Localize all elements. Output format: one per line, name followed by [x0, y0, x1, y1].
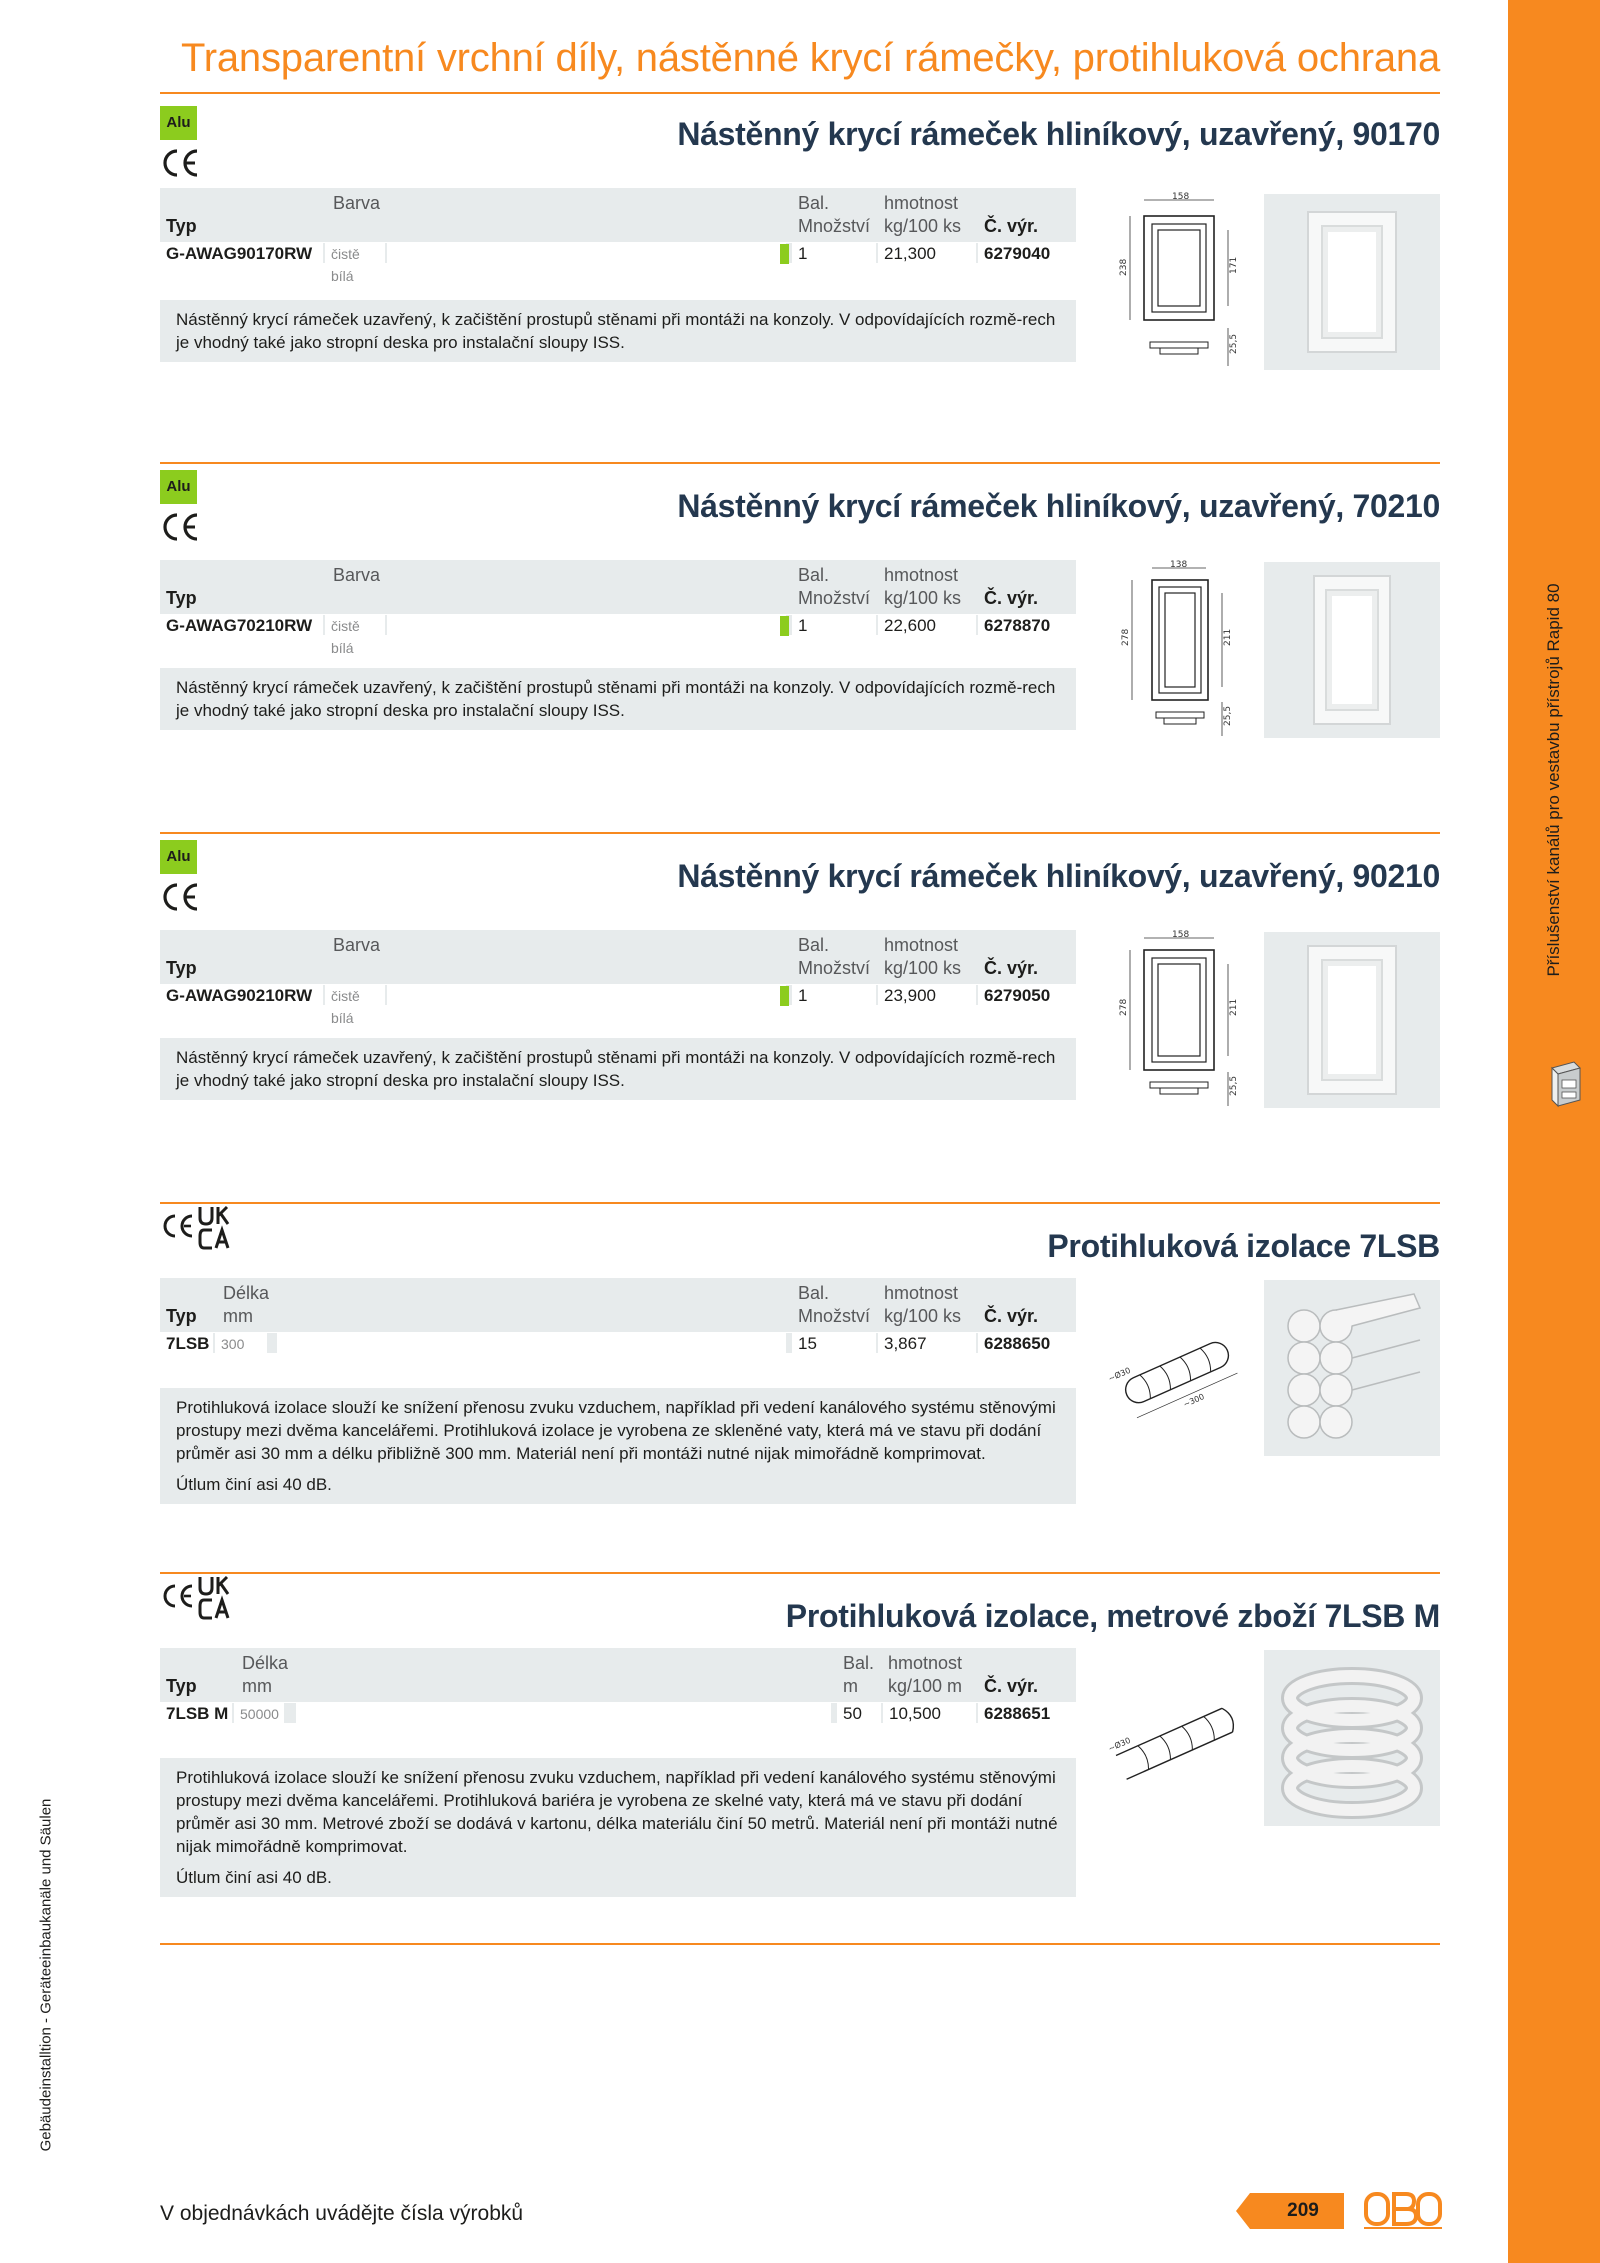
description-text: Nástěnný krycí rámeček uzavřený, k začištění prostupů stěnami při montáži na konzoly. V odpovídajících rozmě-rech je vhodný také jako stropní deska pro instalační sloupy ISS.	[176, 1048, 1056, 1090]
header-length-1: Délka	[223, 1283, 270, 1303]
dim-height: 278	[1121, 628, 1131, 646]
header-color: Barva	[333, 565, 381, 585]
product-title: Nástěnný krycí rámeček hliníkový, uzavřený, 70210	[677, 488, 1440, 524]
ce-ukca-mark-icon	[160, 1574, 242, 1620]
header-bal-1: Bal.	[798, 565, 830, 585]
header-article: Č. výr.	[984, 588, 1039, 608]
header-weight-2: kg/100 ks	[884, 588, 962, 608]
header-weight-2: kg/100 ks	[884, 1306, 962, 1326]
color-swatch	[780, 616, 789, 636]
cell-type: G-AWAG70210RW	[160, 615, 323, 637]
product-title: Protihluková izolace 7LSB	[1047, 1228, 1440, 1264]
dim-width: 138	[1170, 560, 1188, 570]
cell-weight: 23,900	[878, 985, 976, 1007]
dim-height: 238	[1119, 258, 1129, 276]
product-description	[160, 668, 1076, 730]
header-bal-1: Bal.	[798, 935, 830, 955]
dimension-drawing	[1110, 194, 1240, 370]
product-description	[160, 300, 1076, 362]
cell-bal: 1	[792, 243, 876, 265]
product-photo	[1264, 932, 1440, 1108]
header-weight-1: hmotnost	[884, 1283, 959, 1303]
bottom-divider	[160, 1943, 1440, 1945]
header-bal-1: Bal.	[798, 1283, 830, 1303]
section-divider	[160, 832, 1440, 834]
dimension-drawing	[1110, 932, 1240, 1108]
channel-product-icon	[1546, 1060, 1586, 1112]
product-photo	[1264, 1650, 1440, 1826]
description-text: Nástěnný krycí rámeček uzavřený, k začištění prostupů stěnami při montáži na konzoly. V odpovídajících rozmě-rech je vhodný také jako stropní deska pro instalační sloupy ISS.	[176, 678, 1056, 720]
header-weight-2: kg/100 ks	[884, 958, 962, 978]
dimension-drawing	[1107, 1280, 1240, 1456]
obo-logo	[1364, 2190, 1442, 2230]
footer-note: V objednávkách uvádějte čísla výrobků	[160, 2202, 524, 2225]
alu-badge: Alu	[160, 106, 197, 140]
table-row	[160, 1332, 1076, 1356]
dim-length: ~300	[1182, 1392, 1206, 1410]
ce-mark-icon	[160, 882, 200, 912]
header-type: Typ	[166, 958, 197, 978]
cell-spacer	[387, 243, 786, 265]
table-row	[160, 984, 1076, 1026]
header-weight-1: hmotnost	[884, 935, 959, 955]
header-bal-1: Bal.	[798, 193, 830, 213]
cell-spacer	[387, 985, 786, 1007]
cell-spacer	[277, 1333, 786, 1355]
description-text: Protihluková izolace slouží ke snížení přenosu zvuku vzduchem, například při vedení kanálového systému stěnovými prostupy mezi dvěma kancelářemi. Protihluková bariéra je vyrobena ze skelné vaty, která má ve stavu při dodání průměr asi 30 mm. Metrové zboží se dodává v kartonu, délka materiálu činí 50 metrů. Materiál není při montáži nutné nijak mimořádně komprimovat.	[176, 1768, 1058, 1856]
dim-inner: 211	[1229, 998, 1239, 1016]
header-type: Typ	[166, 1676, 197, 1696]
alu-badge: Alu	[160, 840, 197, 874]
header-color: Barva	[333, 193, 381, 213]
table-row	[160, 1702, 1076, 1726]
dim-height: 278	[1119, 998, 1129, 1016]
dim-diameter: ~Ø30	[1107, 1365, 1132, 1384]
cell-article: 6278870	[978, 615, 1076, 637]
cell-spacer	[387, 615, 786, 637]
cell-bal: 15	[792, 1333, 876, 1355]
table-row	[160, 614, 1076, 656]
attenuation-text: Útlum činí asi 40 dB.	[176, 1475, 332, 1494]
header-weight-1: hmotnost	[884, 193, 959, 213]
table-row	[160, 242, 1076, 284]
color-swatch	[780, 244, 789, 264]
dim-width: 158	[1172, 192, 1190, 202]
product-description	[160, 1038, 1076, 1100]
header-length-2: mm	[223, 1306, 253, 1326]
page-number: 209	[1287, 2200, 1319, 2221]
alu-badge: Alu	[160, 470, 197, 504]
header-weight-2: kg/100 m	[888, 1676, 963, 1696]
product-table	[160, 1648, 1076, 1726]
product-title: Nástěnný krycí rámeček hliníkový, uzavřený, 90210	[677, 858, 1440, 894]
ce-mark-icon	[160, 148, 200, 178]
product-table	[160, 1278, 1076, 1356]
header-weight-1: hmotnost	[884, 565, 959, 585]
ce-ukca-mark-icon	[160, 1204, 242, 1250]
product-description	[160, 1388, 1076, 1504]
cell-type: 7LSB M	[160, 1703, 232, 1725]
product-description	[160, 1758, 1076, 1897]
section-divider	[160, 1572, 1440, 1574]
product-table	[160, 188, 1076, 284]
dim-inner: 171	[1229, 256, 1239, 274]
cell-bal: 1	[792, 615, 876, 637]
header-article: Č. výr.	[984, 958, 1039, 978]
product-title: Nástěnný krycí rámeček hliníkový, uzavřený, 90170	[677, 116, 1440, 152]
dimension-drawing	[1110, 562, 1240, 738]
header-weight-2: kg/100 ks	[884, 216, 962, 236]
section-divider	[160, 1202, 1440, 1204]
product-table	[160, 930, 1076, 1026]
side-chapter-text: Příslušenství kanálů pro vestavbu přístrojů Rapid 80	[1544, 583, 1563, 977]
section-divider	[160, 462, 1440, 464]
header-article: Č. výr.	[984, 1306, 1039, 1326]
cell-length: 50000	[234, 1703, 284, 1725]
product-photo	[1264, 194, 1440, 370]
dim-diameter: ~Ø30	[1107, 1735, 1132, 1754]
dim-depth: 25,5	[1229, 1075, 1239, 1096]
dim-inner: 211	[1223, 628, 1233, 646]
cell-weight: 10,500	[883, 1703, 976, 1725]
header-weight-1: hmotnost	[888, 1653, 963, 1673]
cell-bal: 50	[837, 1703, 881, 1725]
dim-depth: 25,5	[1229, 333, 1239, 354]
header-bal-2: m	[843, 1676, 858, 1696]
left-vertical-text: Gebäudeinstalltion - Geräteeinbaukanäle und Säulen	[37, 1798, 55, 2152]
description-text: Protihluková izolace slouží ke snížení přenosu zvuku vzduchem, například při vedení kanálového systému stěnovými prostupy mezi dvěma kancelářemi. Protihluková izolace je vyrobena ze skleněné vaty, která má ve stavu při dodání průměr asi 30 mm a délku přibližně 300 mm. Materiál není při montáži nutné nijak mimořádně komprimovat.	[176, 1398, 1056, 1463]
cell-spacer	[296, 1703, 831, 1725]
header-bal-1: Bal.	[843, 1653, 875, 1673]
header-type: Typ	[166, 1306, 197, 1326]
cell-article: 6279050	[978, 985, 1076, 1007]
side-bar	[1508, 0, 1600, 2263]
product-photo	[1264, 1280, 1440, 1456]
cell-article: 6288650	[978, 1333, 1076, 1355]
description-text: Nástěnný krycí rámeček uzavřený, k začištění prostupů stěnami při montáži na konzoly. V odpovídajících rozmě-rech je vhodný také jako stropní deska pro instalační sloupy ISS.	[176, 310, 1056, 352]
header-article: Č. výr.	[984, 1676, 1039, 1696]
cell-color: čistě bílá	[325, 985, 385, 1007]
header-type: Typ	[166, 216, 197, 236]
product-table	[160, 560, 1076, 656]
title-divider	[160, 92, 1440, 94]
header-color: Barva	[333, 935, 381, 955]
cell-color: čistě bílá	[325, 615, 385, 637]
dim-width: 158	[1172, 930, 1190, 940]
cell-weight: 3,867	[878, 1333, 976, 1355]
header-article: Č. výr.	[984, 216, 1039, 236]
color-swatch	[780, 986, 789, 1006]
cell-article: 6279040	[978, 243, 1076, 265]
cell-article: 6288651	[978, 1703, 1076, 1725]
dimension-drawing	[1107, 1650, 1240, 1826]
header-bal-2: Množství	[798, 588, 871, 608]
cell-length: 300	[215, 1333, 267, 1355]
header-length-2: mm	[242, 1676, 272, 1696]
cell-color: čistě bílá	[325, 243, 385, 265]
ce-mark-icon	[160, 512, 200, 542]
cell-weight: 21,300	[878, 243, 976, 265]
cell-weight: 22,600	[878, 615, 976, 637]
page-title: Transparentní vrchní díly, nástěnné krycí rámečky, protihluková ochrana	[181, 36, 1440, 80]
attenuation-text: Útlum činí asi 40 dB.	[176, 1868, 332, 1887]
header-bal-2: Množství	[798, 958, 871, 978]
product-title: Protihluková izolace, metrové zboží 7LSB M	[785, 1598, 1440, 1634]
cell-bal: 1	[792, 985, 876, 1007]
cell-type: 7LSB	[160, 1333, 213, 1355]
product-photo	[1264, 562, 1440, 738]
header-bal-2: Množství	[798, 1306, 871, 1326]
cell-type: G-AWAG90210RW	[160, 985, 323, 1007]
header-length-1: Délka	[242, 1653, 289, 1673]
header-bal-2: Množství	[798, 216, 871, 236]
dim-depth: 25,5	[1223, 705, 1233, 726]
header-type: Typ	[166, 588, 197, 608]
cell-type: G-AWAG90170RW	[160, 243, 323, 265]
